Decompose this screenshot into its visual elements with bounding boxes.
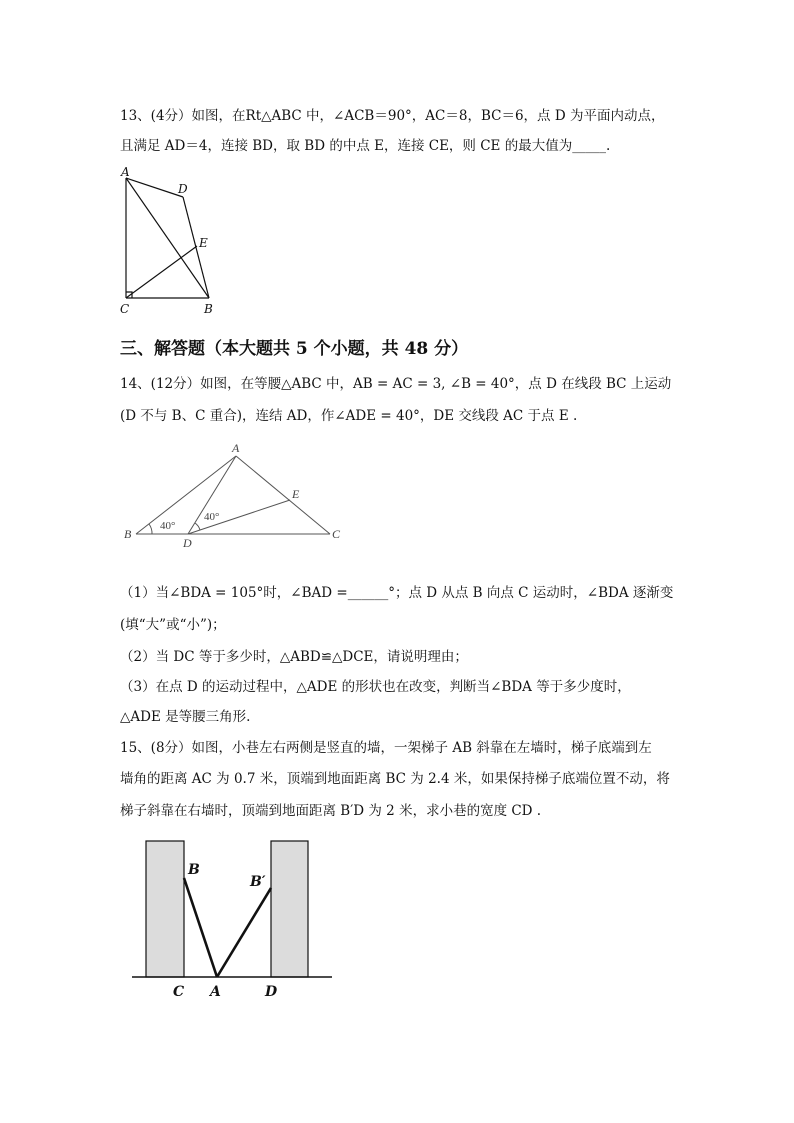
q14-part3-line-1: （3）在点 D 的运动过程中，△ADE 的形状也在改变，判断当∠BDA 等于多少度时，: [120, 679, 631, 695]
angle-arc-D: [195, 523, 200, 530]
q14-line-2: (D 不与 B、C 重合)，连结 AD，作∠ADE = 40°，DE 交线段 AC 于点 E .: [120, 408, 578, 424]
angle-label-B: 40°: [160, 520, 176, 532]
segment-AD: [126, 178, 183, 197]
label-B: B: [124, 527, 132, 541]
q14-line-1: 14、(12分）如图，在等腰△ABC 中，AB = AC = 3, ∠B = 40°，点 D 在线段 BC 上运动: [120, 376, 672, 392]
section-title: 三、解答题（本大题共 5 个小题，共 48 分）: [120, 339, 469, 359]
left-wall: [146, 841, 184, 977]
q15-line-1: 15、(8分）如图，小巷左右两侧是竖直的墙，一架梯子 AB 斜靠在左墙时，梯子底端到左: [120, 740, 652, 756]
label-D: D: [183, 536, 192, 550]
q14-part1-line-2: (填“大”或“小”)；: [120, 617, 226, 633]
ladder-AB: [184, 878, 217, 977]
q15-line-3: 梯子斜靠在右墙时，顶端到地面距离 B′D 为 2 米，求小巷的宽度 CD .: [120, 803, 542, 819]
label-C: C: [120, 302, 130, 316]
label-C: C: [332, 527, 341, 541]
label-A: A: [210, 984, 221, 1000]
q15-figure: [128, 838, 338, 1000]
q13-figure: [116, 166, 226, 316]
label-D: D: [178, 182, 188, 196]
segment-AC: [236, 456, 330, 534]
label-D: D: [265, 984, 278, 1000]
label-B: B: [188, 862, 200, 878]
q15-line-2: 墙角的距离 AC 为 0.7 米，顶端到地面距离 BC 为 2.4 米，如果保持梯子底端位置不动，将: [120, 771, 670, 787]
q14-part3-line-2: △ADE 是等腰三角形.: [120, 709, 251, 725]
label-A: A: [121, 165, 130, 179]
q14-part2: （2）当 DC 等于多少时，△ABD≌△DCE，请说明理由；: [120, 649, 468, 665]
angle-label-D: 40°: [204, 511, 220, 523]
angle-arc-B: [149, 524, 152, 534]
ladder-AB-prime: [217, 888, 271, 977]
label-C: C: [173, 984, 185, 1000]
q13-line-2: 且满足 AD＝4，连接 BD，取 BD 的中点 E，连接 CE，则 CE 的最大值为_____.: [120, 138, 611, 154]
right-wall: [271, 841, 308, 977]
label-B-prime: B′: [250, 874, 266, 890]
q14-part1-line-1: （1）当∠BDA = 105°时，∠BAD =______°；点 D 从点 B 向点 C 运动时，∠BDA 逐渐变: [120, 585, 674, 601]
segment-AB: [126, 178, 209, 298]
label-E: E: [292, 487, 300, 501]
segment-CE: [126, 246, 197, 298]
q14-figure: [120, 438, 350, 550]
q13-line-1: 13、(4分）如图，在Rt△ABC 中，∠ACB＝90°，AC＝8，BC＝6，点 D 为平面内动点，: [120, 108, 665, 124]
label-B: B: [204, 302, 213, 316]
label-A: A: [232, 441, 240, 455]
segment-AB: [136, 456, 236, 534]
label-E: E: [199, 236, 208, 250]
